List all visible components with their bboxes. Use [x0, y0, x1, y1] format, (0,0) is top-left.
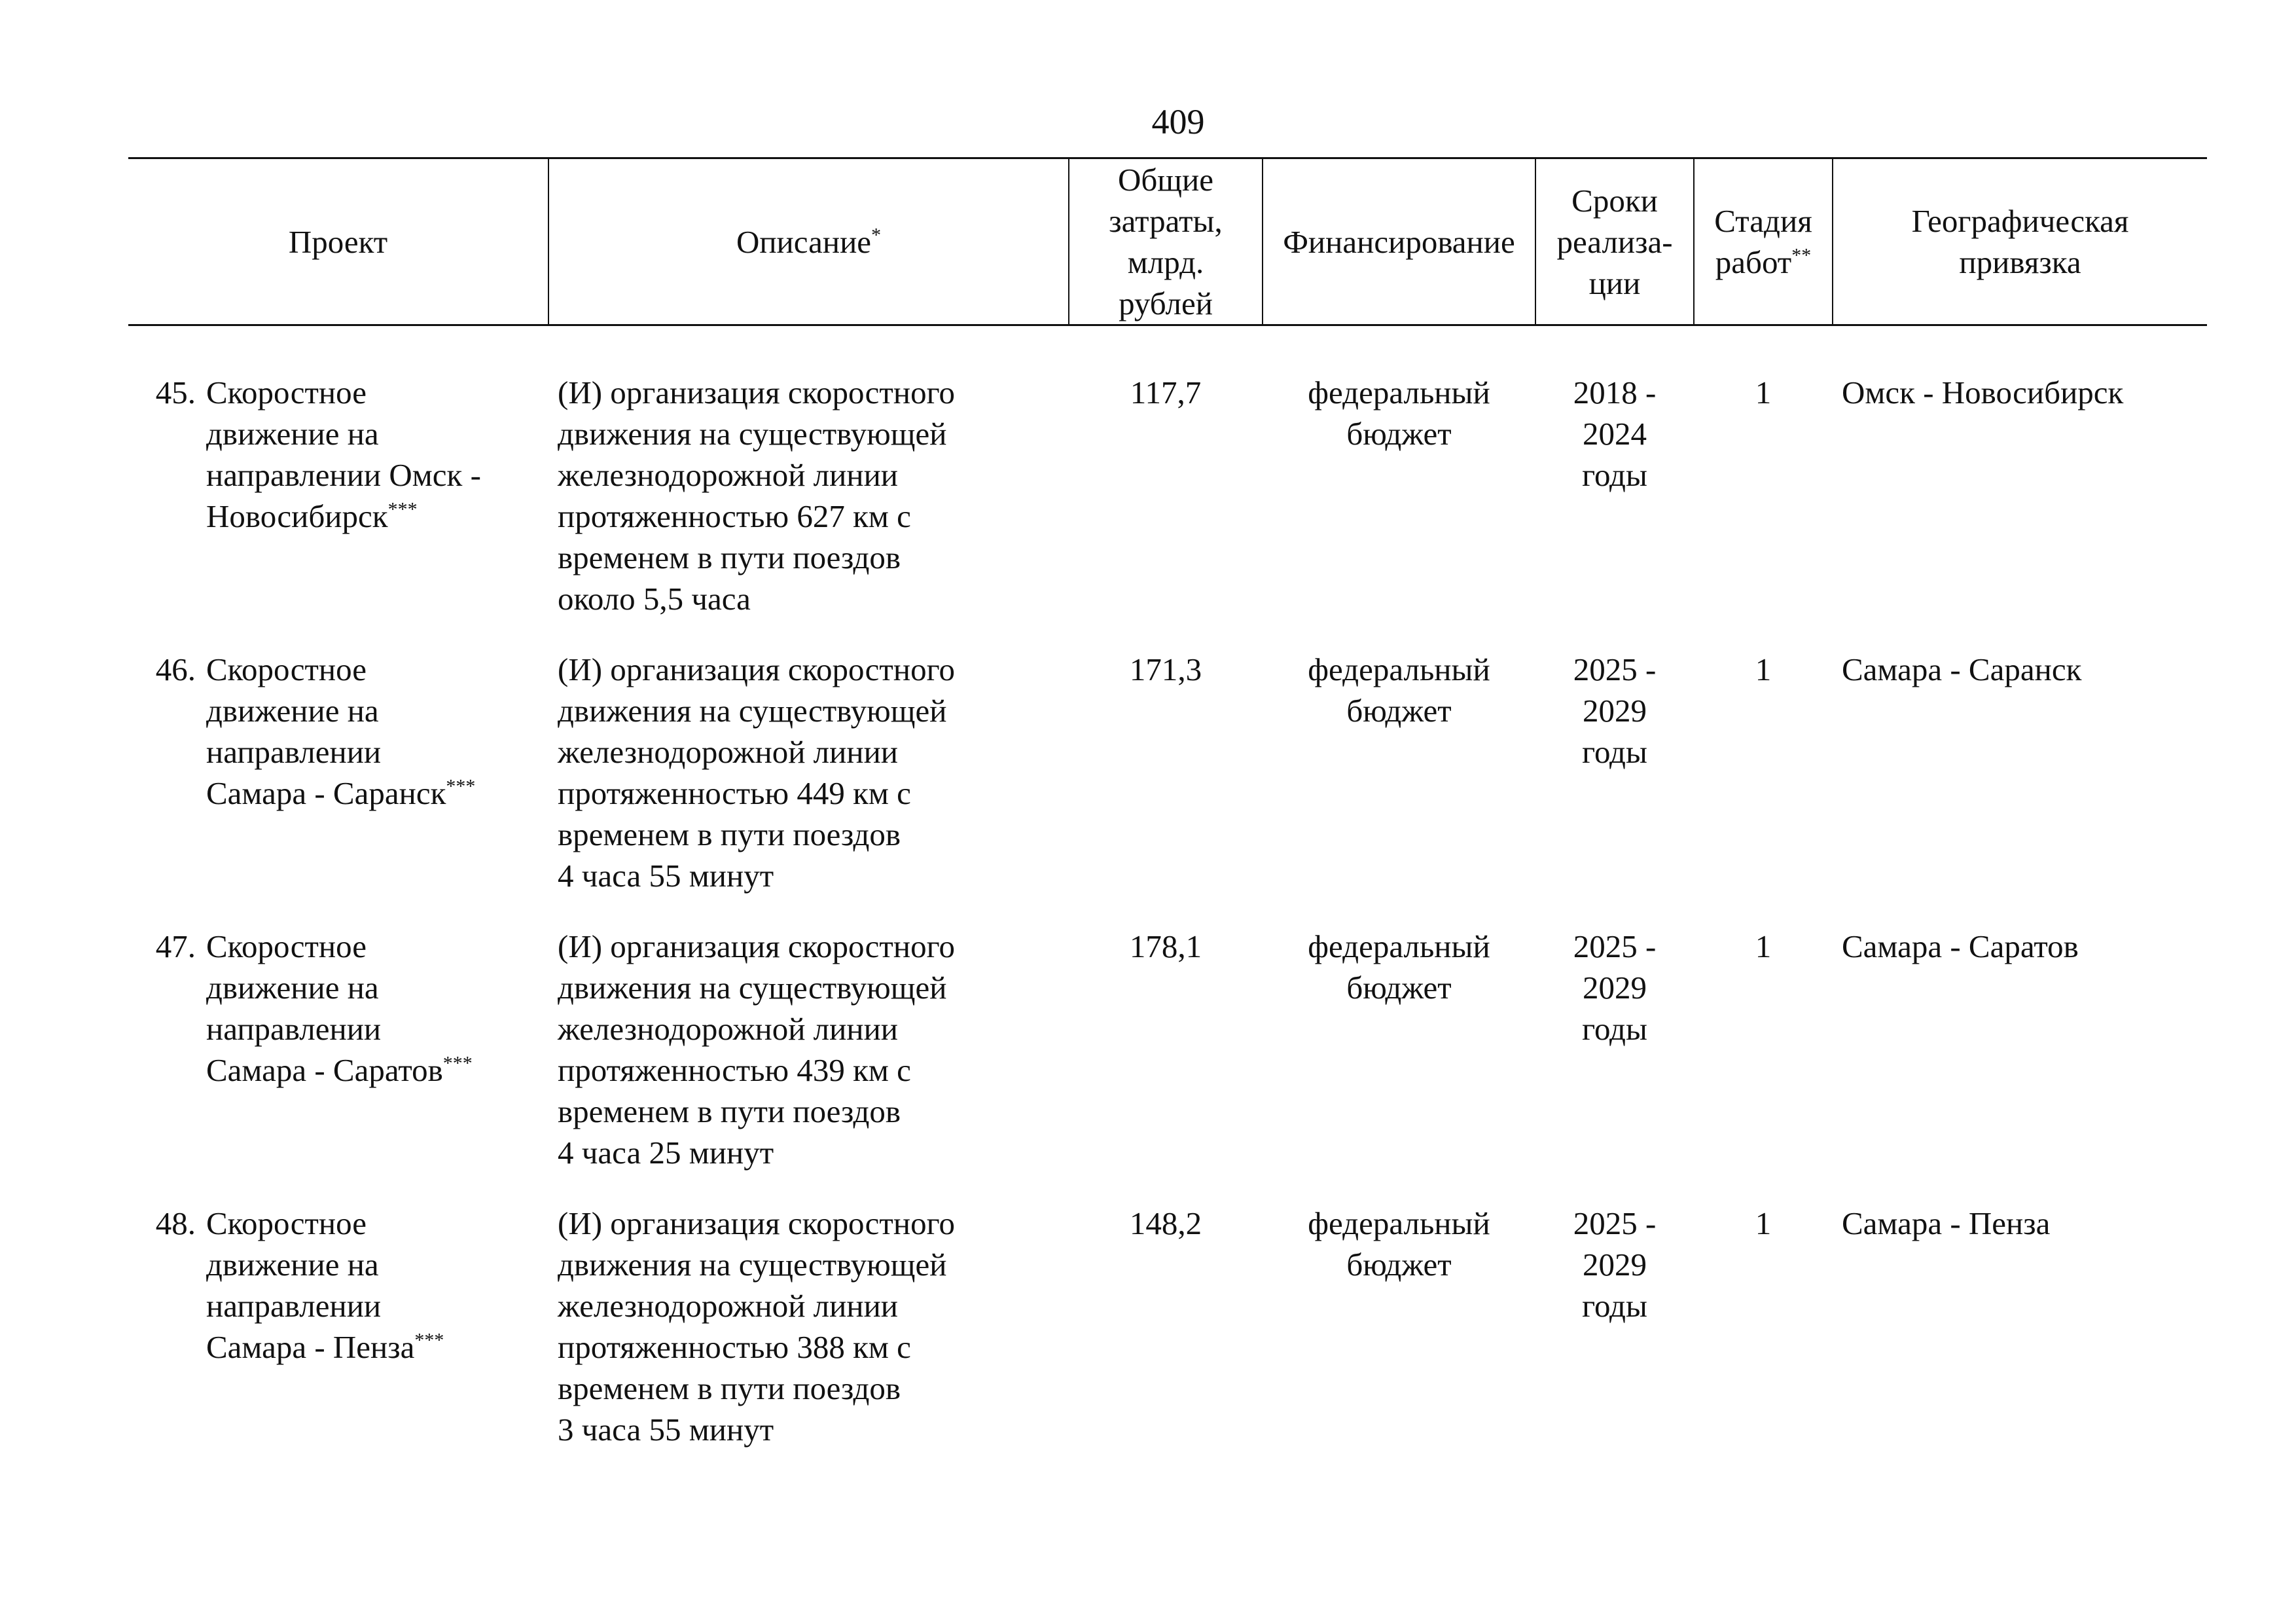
description-line: движения на существующей [558, 970, 947, 1006]
project-footnote-mark: *** [387, 498, 418, 520]
description-line: протяженностью 627 км с [558, 498, 911, 534]
cell-cost: 178,1 [1129, 928, 1202, 964]
row-number: 46. [155, 651, 196, 687]
cell-stage: 1 [1755, 374, 1772, 410]
terms-line: годы [1582, 1011, 1647, 1047]
description-line: протяженностью 439 км с [558, 1052, 911, 1088]
project-name [206, 1203, 548, 1368]
terms-line: 2029 [1583, 1247, 1647, 1283]
description-line: временем в пути поездов [558, 539, 901, 575]
terms-line: 2025 - [1573, 928, 1657, 964]
description-line: (И) организация скоростного [558, 374, 955, 410]
terms-line: 2025 - [1573, 651, 1657, 687]
cell-cost: 148,2 [1129, 1205, 1202, 1241]
project-name-line: Самара - Саранск*** [206, 775, 476, 811]
terms-line: годы [1582, 457, 1647, 493]
cell-description [548, 325, 1069, 649]
project-name-line: Скоростное [206, 1205, 367, 1241]
cell-description [548, 1203, 1069, 1450]
cell-financing [1263, 649, 1535, 926]
description-line: движения на существующей [558, 416, 947, 452]
cell-cost: 117,7 [1130, 374, 1202, 410]
page-number: 409 [1151, 102, 1205, 141]
stage-footnote-mark: ** [1791, 244, 1812, 266]
project-name-line: Самара - Пенза*** [206, 1329, 444, 1365]
description-line: (И) организация скоростного [558, 651, 955, 687]
terms-line: 2029 [1583, 693, 1647, 729]
terms-line: 2025 - [1573, 1205, 1657, 1241]
financing-line: федеральный [1308, 374, 1490, 410]
financing-line: федеральный [1308, 651, 1490, 687]
project-name-line: направлении [206, 734, 382, 770]
cell-project [128, 325, 548, 649]
cell-geo: Омск - Новосибирск [1842, 374, 2124, 410]
header-description: Описание* [548, 158, 1069, 325]
cell-financing [1263, 926, 1535, 1203]
description-line: протяженностью 449 км с [558, 775, 911, 811]
financing-line: федеральный [1308, 928, 1490, 964]
terms-line: 2029 [1583, 970, 1647, 1006]
cell-description [548, 926, 1069, 1203]
row-number: 48. [155, 1205, 196, 1241]
cell-geo: Самара - Саратов [1842, 928, 2079, 964]
terms-line: годы [1582, 734, 1647, 770]
cell-terms [1535, 926, 1694, 1203]
cell-stage: 1 [1755, 928, 1772, 964]
description-line: железнодорожной линии [558, 1288, 899, 1324]
description-line: временем в пути поездов [558, 1093, 901, 1129]
description-line: железнодорожной линии [558, 457, 899, 493]
row-number: 45. [155, 374, 196, 410]
description-line: (И) организация скоростного [558, 928, 955, 964]
terms-line: 2018 - [1573, 374, 1657, 410]
description-line: протяженностью 388 км с [558, 1329, 911, 1365]
description-line: временем в пути поездов [558, 816, 901, 852]
description-line: железнодорожной линии [558, 1011, 899, 1047]
row-number: 47. [155, 928, 196, 964]
description-line: (И) организация скоростного [558, 1205, 955, 1241]
description-line: движения на существующей [558, 1247, 947, 1283]
description-line: 4 часа 55 минут [558, 858, 774, 894]
project-name-line: Самара - Саратов*** [206, 1052, 473, 1088]
project-footnote-mark: *** [446, 775, 476, 797]
cell-terms [1535, 325, 1694, 649]
header-stage: Стадия работ** [1694, 158, 1833, 325]
description-line: 3 часа 55 минут [558, 1412, 774, 1448]
project-name-line: движение на [206, 970, 379, 1006]
cell-description [548, 649, 1069, 926]
project-name-line: Скоростное [206, 374, 367, 410]
cell-geo: Самара - Саранск [1842, 651, 2082, 687]
project-name-line: движение на [206, 1247, 379, 1283]
cell-stage: 1 [1755, 651, 1772, 687]
description-line: движения на существующей [558, 693, 947, 729]
project-name [206, 649, 548, 814]
project-name-line: Скоростное [206, 651, 367, 687]
project-name-line: движение на [206, 693, 379, 729]
terms-line: 2024 [1583, 416, 1647, 452]
header-project: Проект [128, 158, 548, 325]
cell-financing [1263, 325, 1535, 649]
cell-terms [1535, 1203, 1694, 1450]
table-header [128, 158, 2207, 325]
cell-terms [1535, 649, 1694, 926]
project-name-line: движение на [206, 416, 379, 452]
terms-line: годы [1582, 1288, 1647, 1324]
cell-cost: 171,3 [1129, 651, 1202, 687]
financing-line: бюджет [1346, 416, 1452, 452]
project-name [206, 372, 548, 537]
table-row [128, 926, 2207, 1203]
header-cost: Общие затраты, млрд. рублей [1069, 158, 1263, 325]
financing-line: федеральный [1308, 1205, 1490, 1241]
project-footnote-mark: *** [414, 1329, 444, 1351]
projects-table [128, 157, 2207, 1450]
table-row [128, 1203, 2207, 1450]
project-name [206, 926, 548, 1091]
description-line: железнодорожной линии [558, 734, 899, 770]
cell-project [128, 649, 548, 926]
cell-project [128, 926, 548, 1203]
header-geo: Географическая привязка [1833, 158, 2207, 325]
project-name-line: Скоростное [206, 928, 367, 964]
cell-project [128, 1203, 548, 1450]
cell-financing [1263, 1203, 1535, 1450]
description-line: 4 часа 25 минут [558, 1135, 774, 1171]
financing-line: бюджет [1346, 693, 1452, 729]
financing-line: бюджет [1346, 1247, 1452, 1283]
header-financing: Финансирование [1263, 158, 1535, 325]
project-name-line: направлении [206, 1011, 382, 1047]
table-body [128, 325, 2207, 1451]
description-line: временем в пути поездов [558, 1370, 901, 1406]
cell-stage: 1 [1755, 1205, 1772, 1241]
project-name-line: направлении [206, 1288, 382, 1324]
description-line: около 5,5 часа [558, 581, 751, 617]
description-footnote-mark: * [871, 224, 882, 246]
table-row [128, 325, 2207, 649]
header-terms: Сроки реализа- ции [1535, 158, 1694, 325]
financing-line: бюджет [1346, 970, 1452, 1006]
cell-geo: Самара - Пенза [1842, 1205, 2051, 1241]
table-row [128, 649, 2207, 926]
project-name-line: направлении Омск - [206, 457, 481, 493]
project-footnote-mark: *** [442, 1052, 473, 1074]
project-name-line: Новосибирск*** [206, 498, 418, 534]
